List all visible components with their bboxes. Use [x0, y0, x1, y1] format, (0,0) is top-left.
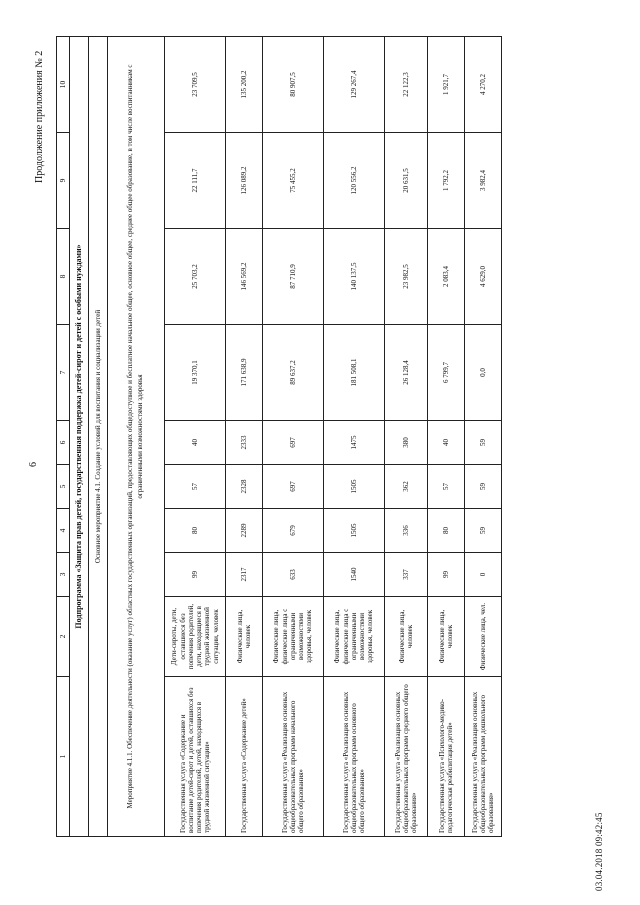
cell-col9: 22 111,7 [165, 133, 226, 229]
cell-col9: 20 631,5 [385, 133, 428, 229]
cell-col4: 679 [263, 509, 324, 553]
cell-col7: 0,0 [465, 325, 502, 421]
service-name: Государственная услуга «Реализация основных общеобразовательных программ дошкольного образования» [465, 677, 502, 837]
cell-col3: 633 [263, 553, 324, 597]
cell-col10: 80 907,5 [263, 37, 324, 133]
cell-col3: 1540 [324, 553, 385, 597]
cell-col6: 1475 [324, 421, 385, 465]
service-unit: Физические лица, человек [428, 597, 465, 677]
column-number: 3 [57, 553, 70, 597]
cell-col4: 59 [465, 509, 502, 553]
cell-col8: 25 703,2 [165, 229, 226, 325]
page-number: 6 [28, 462, 39, 467]
table-row [165, 37, 226, 837]
column-number: 8 [57, 229, 70, 325]
cell-col8: 23 982,5 [385, 229, 428, 325]
table-row [428, 37, 465, 837]
cell-col10: 4 270,2 [465, 37, 502, 133]
column-number: 10 [57, 37, 70, 133]
column-number: 1 [57, 677, 70, 837]
service-unit: Физические лица, человек [226, 597, 263, 677]
cell-col9: 126 089,2 [226, 133, 263, 229]
cell-col7: 181 508,1 [324, 325, 385, 421]
cell-col5: 59 [465, 465, 502, 509]
cell-col8: 140 137,5 [324, 229, 385, 325]
cell-col6: 40 [165, 421, 226, 465]
cell-col5: 362 [385, 465, 428, 509]
service-name: Государственная услуга «Реализация основных общеобразовательных программ среднего общего образования» [385, 677, 428, 837]
service-name: Государственная услуга «Реализация основных общеобразовательных программ начального общего образования» [263, 677, 324, 837]
main-activity-row [89, 37, 108, 837]
main-activity-title: Основное мероприятие 4.1. Создание условий для воспитания и социализации детей [89, 37, 108, 837]
service-name: Государственная услуга «Содержание и воспитание детей-сирот и детей, оставшихся без попечения родителей, детей, находящихся в трудной жизненной ситуации» [165, 677, 226, 837]
cell-col8: 146 569,2 [226, 229, 263, 325]
cell-col4: 80 [165, 509, 226, 553]
cell-col6: 59 [465, 421, 502, 465]
column-number: 5 [57, 465, 70, 509]
cell-col3: 337 [385, 553, 428, 597]
cell-col9: 3 982,4 [465, 133, 502, 229]
print-timestamp: 03.04.2018 09:42:45 [594, 812, 604, 891]
table-row [385, 37, 428, 837]
subprogram-row [70, 37, 89, 837]
service-unit: Физические лица, чел. [465, 597, 502, 677]
services-table [56, 36, 502, 837]
cell-col6: 697 [263, 421, 324, 465]
table-row [324, 37, 385, 837]
table-row [226, 37, 263, 837]
cell-col7: 6 799,7 [428, 325, 465, 421]
cell-col6: 2333 [226, 421, 263, 465]
service-unit: Дети-сироты, дети, оставшиеся без попечения родителей, дети, находящиеся в трудной жизненной ситуации, человек [165, 597, 226, 677]
column-number-row [57, 37, 70, 837]
cell-col4: 2289 [226, 509, 263, 553]
cell-col4: 80 [428, 509, 465, 553]
column-number: 4 [57, 509, 70, 553]
cell-col7: 19 370,1 [165, 325, 226, 421]
cell-col5: 57 [428, 465, 465, 509]
cell-col4: 1505 [324, 509, 385, 553]
cell-col9: 120 556,2 [324, 133, 385, 229]
column-number: 7 [57, 325, 70, 421]
column-number: 6 [57, 421, 70, 465]
activity-title: Мероприятие 4.1.1. Обеспечение деятельности (оказание услуг) областных государственных организаций, предоставляющих общедоступное и бесплатное начальное общее, основное общее, среднее общее образование, в том числе воспитанникам с ограниченными возможностями здоровья [108, 37, 165, 837]
table-row [465, 37, 502, 837]
service-unit: Физические лица, физические лица с ограниченными возможностями здоровья, человек [263, 597, 324, 677]
service-name: Государственная услуга «Реализация основных общеобразовательных программ основного общего образования» [324, 677, 385, 837]
cell-col10: 23 709,5 [165, 37, 226, 133]
cell-col3: 99 [428, 553, 465, 597]
column-number: 9 [57, 133, 70, 229]
continuation-note: Продолжение приложения № 2 [34, 50, 45, 183]
cell-col9: 1 792,2 [428, 133, 465, 229]
cell-col5: 57 [165, 465, 226, 509]
cell-col8: 4 629,0 [465, 229, 502, 325]
cell-col5: 697 [263, 465, 324, 509]
activity-row [108, 37, 165, 837]
cell-col8: 87 710,9 [263, 229, 324, 325]
cell-col10: 135 200,2 [226, 37, 263, 133]
cell-col3: 2317 [226, 553, 263, 597]
cell-col3: 99 [165, 553, 226, 597]
service-unit: Физические лица, человек [385, 597, 428, 677]
cell-col7: 171 638,9 [226, 325, 263, 421]
cell-col5: 1505 [324, 465, 385, 509]
service-name: Государственная услуга «Психолого-медико-педагогическая реабилитация детей» [428, 677, 465, 837]
column-number: 2 [57, 597, 70, 677]
cell-col4: 336 [385, 509, 428, 553]
cell-col10: 22 122,3 [385, 37, 428, 133]
service-name: Государственная услуга «Содержание детей» [226, 677, 263, 837]
cell-col9: 75 455,2 [263, 133, 324, 229]
cell-col5: 2328 [226, 465, 263, 509]
cell-col7: 26 128,4 [385, 325, 428, 421]
cell-col6: 40 [428, 421, 465, 465]
table-row [263, 37, 324, 837]
cell-col10: 1 921,7 [428, 37, 465, 133]
cell-col3: 0 [465, 553, 502, 597]
service-unit: Физические лица, физические лица с ограниченными возможностями здоровья, человек [324, 597, 385, 677]
cell-col8: 2 083,4 [428, 229, 465, 325]
subprogram-title: Подпрограмма «Защита прав детей, государственная поддержка детей-сирот и детей с особыми нуждами» [70, 37, 89, 837]
cell-col10: 129 267,4 [324, 37, 385, 133]
cell-col7: 89 637,2 [263, 325, 324, 421]
cell-col6: 380 [385, 421, 428, 465]
